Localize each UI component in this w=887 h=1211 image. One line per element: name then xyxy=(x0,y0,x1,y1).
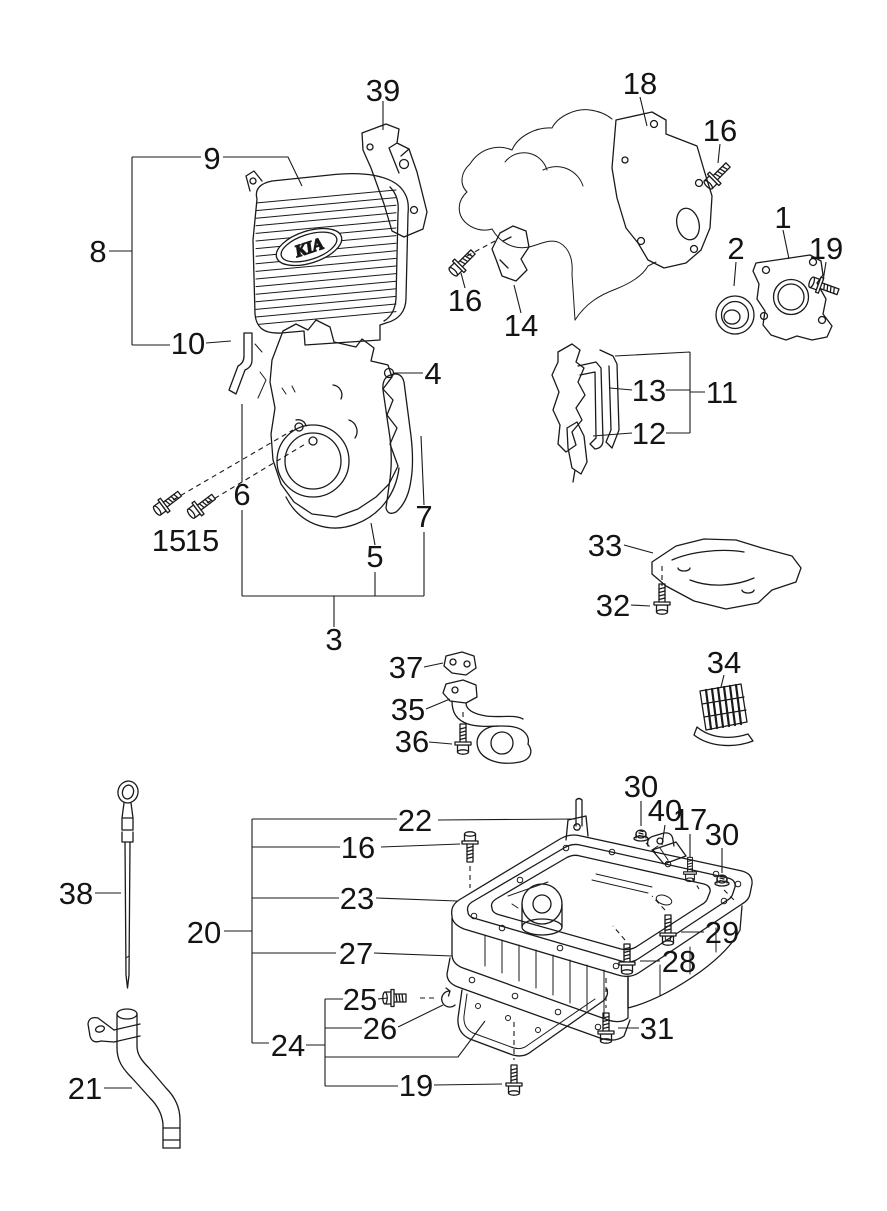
small-cover-plate xyxy=(492,226,529,281)
callout-22[interactable]: 22 xyxy=(397,803,433,838)
callout-18[interactable]: 18 xyxy=(622,66,658,101)
assembly-dashed-lines xyxy=(170,241,734,1060)
callout-24[interactable]: 24 xyxy=(270,1028,306,1063)
callout-2[interactable]: 2 xyxy=(727,231,745,266)
callout-16-a[interactable]: 16 xyxy=(702,113,738,148)
pickup-gasket xyxy=(444,652,476,675)
callout-8[interactable]: 8 xyxy=(89,234,107,269)
callout-21[interactable]: 21 xyxy=(67,1071,103,1106)
drain-plug-gasket xyxy=(442,988,455,1007)
bolt-19-pan xyxy=(506,1065,522,1095)
callout-17[interactable]: 17 xyxy=(672,802,708,837)
pan-locating-pin xyxy=(576,799,582,827)
oil-pan-gasket-baffle xyxy=(492,855,711,949)
callout-25[interactable]: 25 xyxy=(342,982,378,1017)
oil-pan-lower xyxy=(458,989,608,1056)
callout-15-a[interactable]: 15 xyxy=(151,523,187,558)
callout-34[interactable]: 34 xyxy=(706,645,742,680)
upper-timing-belt-cover xyxy=(246,171,408,345)
callout-5[interactable]: 5 xyxy=(366,539,384,574)
callout-1[interactable]: 1 xyxy=(774,200,792,235)
callout-36[interactable]: 36 xyxy=(394,724,430,759)
callout-11[interactable]: 11 xyxy=(705,375,739,410)
bracket-upper xyxy=(552,344,619,452)
oil-pickup-tube xyxy=(443,680,531,763)
callout-16-b[interactable]: 16 xyxy=(447,283,483,318)
callout-35[interactable]: 35 xyxy=(390,692,426,727)
lower-timing-cover xyxy=(270,320,398,517)
bracket-lower xyxy=(567,422,587,482)
rear-seal-retainer xyxy=(753,255,832,340)
callout-29[interactable]: 29 xyxy=(704,915,740,950)
callout-30-b[interactable]: 30 xyxy=(704,817,740,852)
engine-block-outline xyxy=(459,110,656,320)
callout-20[interactable]: 20 xyxy=(186,915,222,950)
crankshaft-rear-seal xyxy=(716,296,754,334)
bolt-32 xyxy=(654,584,670,614)
callout-31[interactable]: 31 xyxy=(639,1011,675,1046)
callout-9[interactable]: 9 xyxy=(203,141,221,176)
callout-28[interactable]: 28 xyxy=(661,944,697,979)
lower-cover-gasket xyxy=(286,468,399,528)
callout-4[interactable]: 4 xyxy=(424,356,442,391)
callout-14[interactable]: 14 xyxy=(503,308,539,343)
callout-3[interactable]: 3 xyxy=(325,622,343,657)
callout-16-c[interactable]: 16 xyxy=(340,830,376,865)
bolt-36 xyxy=(455,724,471,754)
callout-7[interactable]: 7 xyxy=(415,499,433,534)
callout-23[interactable]: 23 xyxy=(339,881,375,916)
callout-15-b[interactable]: 15 xyxy=(184,523,220,558)
callout-27[interactable]: 27 xyxy=(338,936,374,971)
bolt-15-b xyxy=(185,490,219,521)
kia-logo-text: KIA xyxy=(292,233,327,262)
oil-baffle-plate xyxy=(652,539,801,609)
kia-logo xyxy=(272,221,347,272)
callout-12[interactable]: 12 xyxy=(631,416,667,451)
callout-32[interactable]: 32 xyxy=(595,588,631,623)
bolt-16-middle xyxy=(446,246,479,279)
callout-19-b[interactable]: 19 xyxy=(398,1068,434,1103)
callout-30-a[interactable]: 30 xyxy=(623,769,659,804)
callout-19-a[interactable]: 19 xyxy=(808,231,844,266)
callout-10[interactable]: 10 xyxy=(170,326,206,361)
timing-cover-gasket-strip xyxy=(229,333,266,398)
oil-level-gauge xyxy=(116,779,141,988)
mount-block xyxy=(694,684,753,746)
rear-end-plate xyxy=(612,112,712,268)
callout-6[interactable]: 6 xyxy=(233,477,251,512)
callout-37[interactable]: 37 xyxy=(388,650,424,685)
side-gasket xyxy=(383,374,413,513)
nut-30-a xyxy=(634,830,648,841)
callout-39[interactable]: 39 xyxy=(365,73,401,108)
bolt-16-pan xyxy=(462,832,478,862)
callout-26[interactable]: 26 xyxy=(362,1011,398,1046)
bolt-15-a xyxy=(151,487,185,518)
callout-13[interactable]: 13 xyxy=(631,373,667,408)
callout-38[interactable]: 38 xyxy=(58,876,94,911)
callout-33[interactable]: 33 xyxy=(587,528,623,563)
callout-40[interactable]: 40 xyxy=(647,793,683,828)
